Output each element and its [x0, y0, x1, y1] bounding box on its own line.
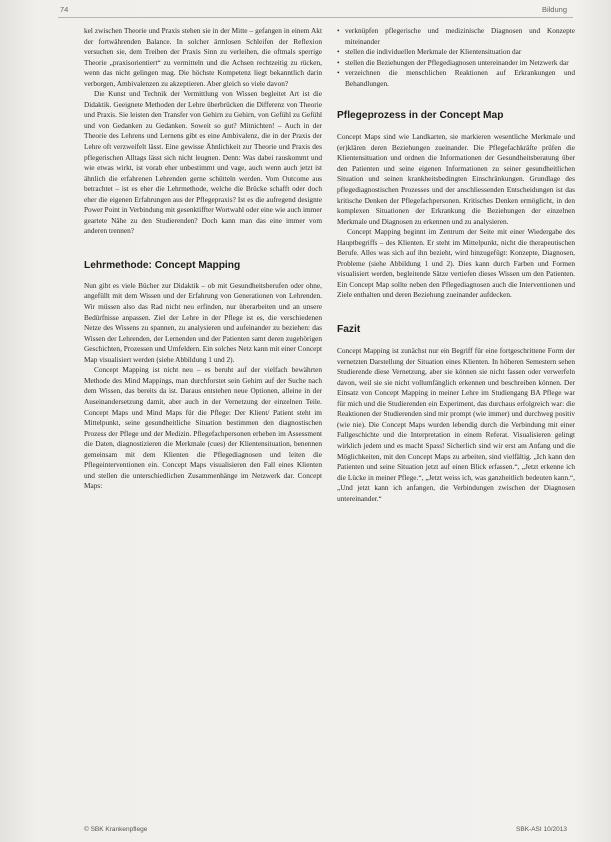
paragraph: kel zwischen Theorie und Praxis stehen sie in der Mitte – gefangen in einem Akt der fortwährenden Balance. In solcher ärmlosen Schleifen der Reflexion versuchen sie, dem Treiben der Praxis Sinn zu verleihen, die oftmals sperrige Theorie „praxisorientiert“ zu vermitteln und die Achsen rechtzeitig zu rücken, wenn das nicht gelingen mag. Die höchste Kompetenz liegt bekanntlich darin verborgen, Ambivalenzen zu akzeptieren. Aber gleich so viele davon? — [84, 26, 322, 88]
list-item: • stellen die individuellen Merkmale der Klientensituation dar — [337, 47, 575, 58]
section-heading: Fazit — [337, 324, 361, 336]
paragraph: Concept Maps sind wie Landkarten, sie markieren wesentliche Merkmale und (er)klären deren Beziehungen zueinander. Die Pflegefachkräfte prüfen die Klientensituation und ordnen die Informationen der Gesundheitsberatung über den Patienten und seine eigenen Informationen zu seiner gesundheitlichen Situation und seinen krankheitsbedingten Einschränkungen. Grundlage des pflegediagnostischen Prozesses und der anschliessenden Entscheidungen ist das kritische Denken der Pflegefachpersonen. Kritisches Denken ermöglicht, in den komplexen Situationen der Erkrankung die Beziehungen der einzelnen Merkmale und Diagnosen zu erkennen und zu analysieren. — [337, 132, 575, 226]
bullet-list — [337, 26, 575, 89]
paragraph: Concept Mapping ist zunächst nur ein Begriff für eine fortgeschrittene Form der vernetzten Darstellung der Situation eines Klienten. In höheren Semestern sehen Studierende diese Vernetzung, aber sie können sie nicht fassen oder verwerfeln davon, weil sie sie nicht vollumfänglich erkennen und beschreiben können. Der Einsatz von Concept Mapping in meiner Lehre im Studiengang BA Pflege war für mich und die Studierenden ein Experiment, das durchaus erfolgreich war: die Reaktionen der Studierenden sind mir prompt (wie immer) und durchweg positiv (wie nie). Die Concept Maps wurden lebendig durch die Verbindung mit einer Fallgeschichte und die Interpretation in einem Referat. Visualisieren gelingt wirklich jedem und es macht Spass! Sicherlich sind wir erst am Anfang und die Möglichkeiten, mit den Concept Maps zu arbeiten, sind vielfältig. „Ich kann den Patienten und seine Situation jetzt auf einen Blick erfassen.“, „Jetzt erkenne ich die Lücke in meiner Pflege.“, „Jetzt weiss ich, was ganzheitlich bedeuten kann.“, „Und jetzt kann ich anfangen, die Verbindungen zwischen der Diagnosen untereinander.“ — [337, 346, 575, 503]
list-item: • verknüpfen pflegerische und medizinische Diagnosen und Konzepte miteinander — [337, 26, 575, 47]
list-item: • verzeichnen die menschlichen Reaktionen auf Erkrankungen und Behandlungen. — [337, 68, 575, 89]
paragraph: Die Kunst und Technik der Vermittlung von Wissen begleitet Art ist die Didaktik. Geeignete Methoden der Lehre überbrücken die Differenz von Theorie und Praxis. Sie leisten den Transfer von Gehirn zu Gehirn, von Gefühl zu Gefühl und von Gedanken zu Gedanken. Soweit so gut? Mitnichten! – Auch in der Theorie des Lehrens und Lernens gibt es eine Ambivalenz, die in der Praxis der Lehre oft verzweifelt lässt. Eine gewisse Ähnlichkeit zur Theorie und Praxis des pflegerischen Alltags lässt sich nicht leugnen. Denn: Was dabei rauskommt und wie etwas wirkt, ist vorab eher unbestimmt und vage, auch wenn auch jetzt ist ähnlich die erfahrenen Lehrenden gerne schütteln werden. Vom Outcome aus betrachtet – ist es eher die Lehrmethode, welche die Brücke schafft oder doch eher die eigenen Erfahrungen aus der Pflegepraxis? Ist es die aufregend designte Power Point in Verbindung mit gesenktiffter Wortwahl oder eine wie auch immer geartete Nähe zu den Studierenden? Doch kann man das eine immer vom anderen trennen? — [84, 89, 322, 236]
paragraph: Concept Mapping beginnt im Zentrum der Seite mit einer Wiedergabe des Hauptbegriffs – des Klienten. Er steht im Mittelpunkt, nicht die therapeutischen Berufe. Alles was sich auf ihn bezieht, wird hinzugefügt: Konzepte, Diagnosen, Probleme (siehe Abbildung 1 und 2). Dies kann durch Farben und Formen visualisiert werden, begleitende Sätze vertiefen dieses Wissen um den Patienten. Ein Concept Map sollte neben den Pflegediagnosen auch die Interventionen und Ziele enthalten und deren Beziehung zueinander aufdecken. — [337, 227, 575, 300]
list-item: • stellen die Beziehungen der Pflegediagnosen untereinander im Netzwerk dar — [337, 58, 575, 69]
page-number: 74 — [60, 5, 69, 14]
section-heading: Pflegeprozess in der Concept Map — [337, 110, 504, 122]
section-title: Bildung — [541, 5, 567, 14]
right-column — [337, 26, 575, 504]
paragraph: Concept Mapping ist nicht neu – es beruht auf der vielfach bewährten Methode des Mind Mappings, man durchforstet sein Gehirn auf der Suche nach dem Wissen, das bereits da ist. Daraus entstehen neue Optionen, alleine in der Auseinandersetzung damit, aber auch in der Vernetzung der einzelnen Teile. Concept Maps und Mind Maps für die Pflege: Der Klient/ Patient steht im Mittelpunkt, seine gesundheitliche Situation bestimmen den diagnostischen Prozess der Pflege und der Medizin. Pflegefachpersonen erheben im Assessment die Daten, diagnostizieren die Merkmale (cues) der Klientensituation, benennen gemeinsam mit dem Klienten die Pflegediagnosen und leiten die Pflegeinterventionen ein. Concept Maps visualisieren den Fall eines Klienten und stellen die unterschiedlichen Zusammenhänge im Netzwerk dar. Concept Maps: — [84, 365, 322, 491]
paragraph: Nun gibt es viele Bücher zur Didaktik – ob mit Gesundheitsberufen oder ohne, angefüllt mit dem Wissen und der Erfahrung von Generationen von Lehrenden. Wir müssen also das Rad nicht neu erfinden, nur überarbeiten und an unsere Bedürfnisse anpassen. Ziel der Lehre in der Pflege ist es, die verschiedenen Netze des Wissens zu spannen, zu analysieren und aufeinander zu beziehen: das Wissen der Lehrenden, der Lernenden und der Patienten samt deren zugehörigen Geschichten, Prozessen und Umfeldern. Ein solches Netz kann mit einer Concept Map visualisiert werden (siehe Abbildung 1 und 2). — [84, 280, 322, 364]
left-column — [84, 26, 322, 492]
footer-right: SBK-ASI 10/2013 — [516, 826, 567, 833]
page-header — [0, 4, 611, 18]
section-heading: Lehrmethode: Concept Mapping — [84, 259, 241, 271]
header-rule — [58, 17, 573, 18]
footer-left: © SBK Krankenpflege — [84, 826, 148, 833]
page-footer — [0, 826, 611, 838]
